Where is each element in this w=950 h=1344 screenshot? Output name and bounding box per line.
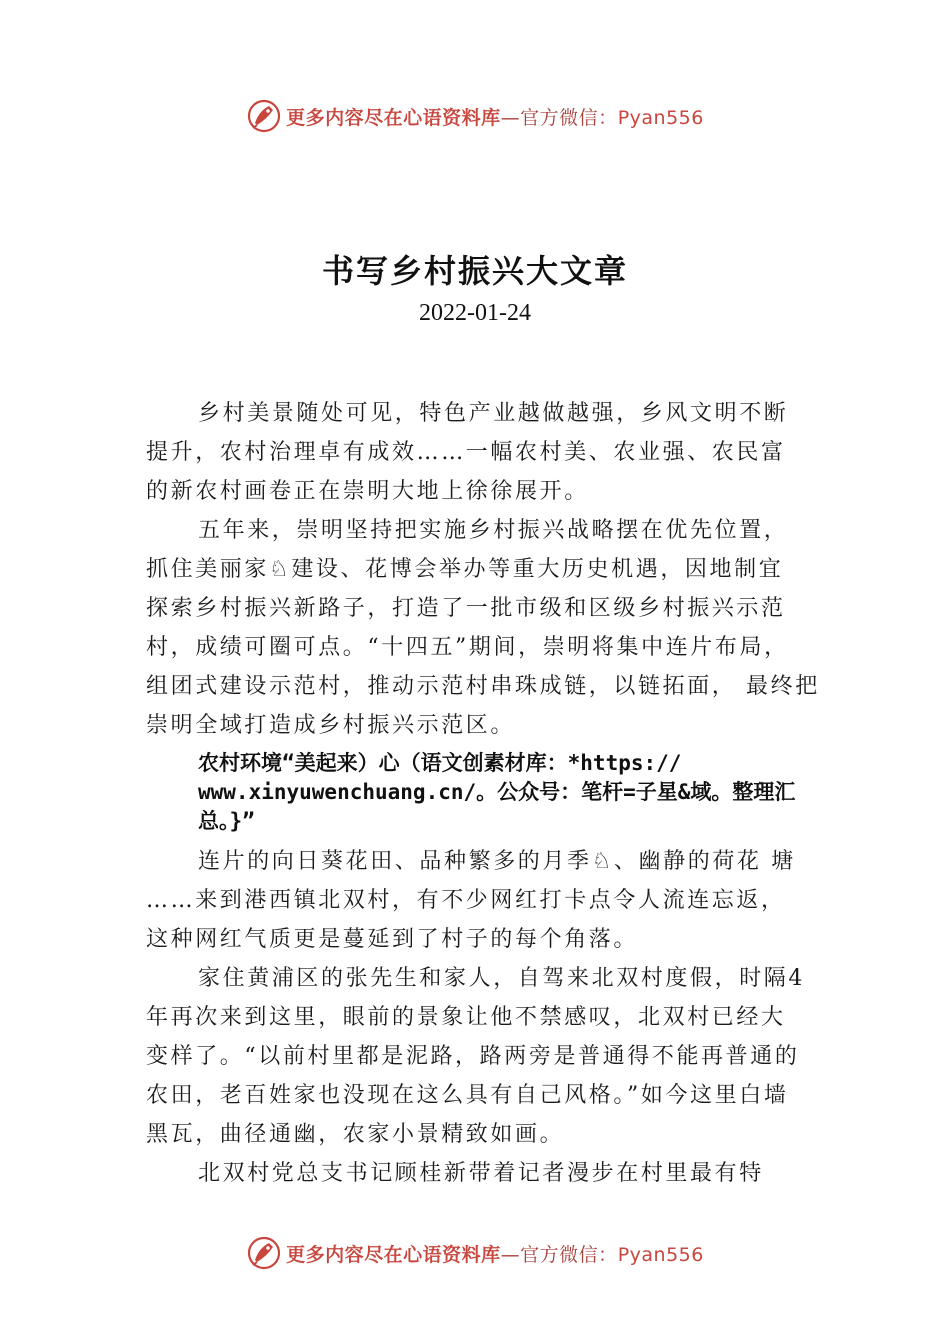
body-line: 北双村党总支书记顾桂新带着记者漫步在村里最有特 <box>198 1161 764 1186</box>
banner-label: 官方微信： <box>520 106 618 129</box>
banner-dash: — <box>500 106 521 129</box>
subheading-line: 农村环境“美起来）心（语文创素材库：*https:// <box>198 751 682 775</box>
body-line: 这种网红气质更是蔓延到了村子的每个角落。 <box>146 927 639 952</box>
body-line: 黑瓦，曲径通幽，农家小景精致如画。 <box>146 1122 565 1147</box>
body-line: 年再次来到这里，眼前的景象让他不禁感叹，北双村已经大 <box>146 1005 786 1030</box>
body-line: 连片的向日葵花田、品种繁多的月季♘、幽静的荷花 塘 <box>198 849 796 874</box>
banner-label: 官方微信： <box>520 1243 618 1266</box>
subheading-line: www.xinyuwenchuang.cn/。公众号：笔杆=子星&域。整理汇 <box>198 780 796 804</box>
pen-logo-icon <box>246 1235 282 1271</box>
body-line: 乡村美景随处可见，特色产业越做越强，乡风文明不断 <box>198 401 789 426</box>
article-date: 2022-01-24 <box>419 300 531 326</box>
body-line: ……来到港西镇北双村，有不少网红打卡点令人流连忘返， <box>146 888 786 913</box>
body-line: 提升，农村治理卓有成效……一幅农村美、农业强、农民富 <box>146 440 786 465</box>
subheading-line: 总。}” <box>198 809 255 833</box>
footer-banner <box>0 1233 950 1273</box>
banner-text <box>286 103 704 130</box>
body-line: 抓住美丽家♘建设、花博会举办等重大历史机遇，因地制宜 <box>146 557 784 582</box>
article-body <box>146 394 820 1193</box>
body-line: 组团式建设示范村，推动示范村串珠成链，以链拓面， 最终把 <box>146 674 820 699</box>
body-line: 农田，老百姓家也没现在这么具有自己风格。”如今这里白墙 <box>146 1083 789 1108</box>
article-title: 书写乡村振兴大文章 <box>321 252 628 290</box>
body-line: 村，成绩可圈可点。“十四五”期间，崇明将集中连片布局， <box>146 635 789 660</box>
body-line: 变样了。“以前村里都是泥路，路两旁是普通得不能再普通的 <box>146 1044 800 1069</box>
banner-dash: — <box>500 1243 521 1266</box>
banner-prefix: 更多内容尽在心语资料库 <box>286 106 501 129</box>
body-line: 五年来，崇明坚持把实施乡村振兴战略摆在优先位置， <box>198 518 789 543</box>
banner-wechat-id: Pyan556 <box>617 106 704 129</box>
header-banner <box>0 96 950 136</box>
banner-text <box>286 1240 704 1267</box>
banner-wechat-id: Pyan556 <box>617 1243 704 1266</box>
body-line: 探索乡村振兴新路子，打造了一批市级和区级乡村振兴示范 <box>146 596 786 621</box>
body-line: 家住黄浦区的张先生和家人，自驾来北双村度假，时隔4 <box>198 966 805 991</box>
banner-prefix: 更多内容尽在心语资料库 <box>286 1243 501 1266</box>
pen-logo-icon <box>246 98 282 134</box>
body-line: 崇明全域打造成乡村振兴示范区。 <box>146 713 516 738</box>
body-line: 的新农村画卷正在崇明大地上徐徐展开。 <box>146 479 589 504</box>
